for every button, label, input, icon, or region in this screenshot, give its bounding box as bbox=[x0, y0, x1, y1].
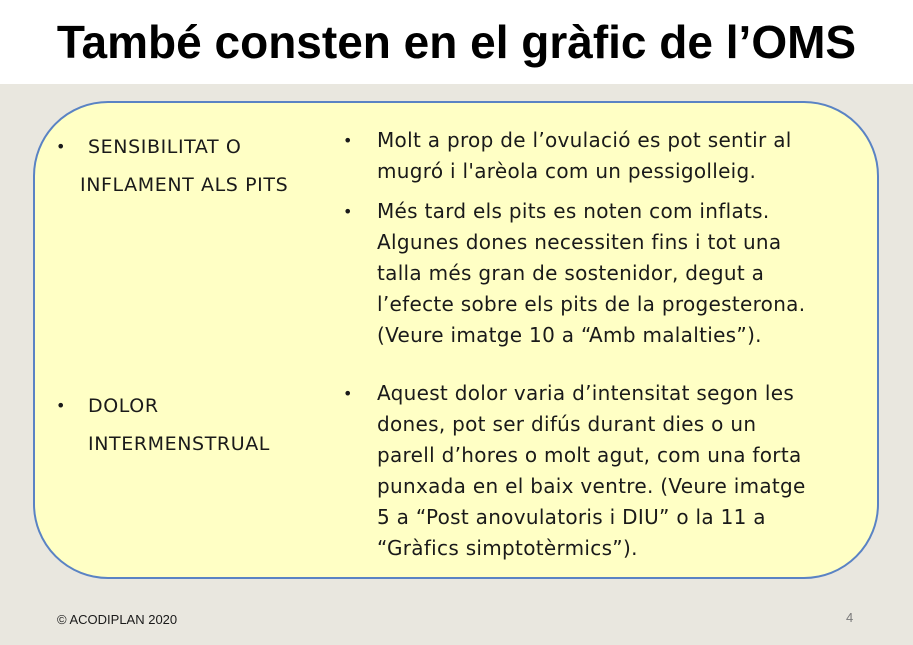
slide-title: També consten en el gràfic de l’OMS bbox=[56, 16, 857, 68]
term-dolor-intermenstrual bbox=[56, 387, 270, 463]
description-line: talla més gran de sostenidor, degut a bbox=[377, 261, 765, 285]
description-line: mugró i l'arèola com un pessigolleig. bbox=[377, 159, 757, 183]
description-line: parell d’hores o molt agut, com una forta bbox=[377, 443, 802, 467]
description-line: l’efecte sobre els pits de la progesterona. bbox=[377, 292, 806, 316]
bullet-icon: • bbox=[343, 202, 353, 221]
term-line: SENSIBILITAT O bbox=[88, 136, 242, 158]
description-line: Molt a prop de l’ovulació es pot sentir al bbox=[377, 128, 792, 152]
description-line: dones, pot ser difús durant dies o un bbox=[377, 412, 757, 436]
description-line: “Gràfics simptotèrmics”). bbox=[377, 536, 638, 560]
page-number: 4 bbox=[846, 610, 854, 625]
description-line: 5 a “Post anovulatoris i DIU” o la 11 a bbox=[377, 505, 766, 529]
term-sensibilitat bbox=[56, 128, 289, 204]
description-point bbox=[343, 378, 867, 564]
term-line: DOLOR bbox=[88, 395, 159, 417]
description-line: (Veure imatge 10 a “Amb malalties”). bbox=[377, 323, 762, 347]
description-point bbox=[343, 125, 867, 187]
term-line: INTERMENSTRUAL bbox=[88, 433, 270, 455]
description-point bbox=[343, 196, 867, 351]
description-line: punxada en el baix ventre. (Veure imatge bbox=[377, 474, 806, 498]
bullet-icon: • bbox=[56, 137, 67, 156]
copyright-footer: © ACODIPLAN 2020 bbox=[57, 612, 178, 627]
term-line: INFLAMENT ALS PITS bbox=[80, 174, 289, 196]
description-line: Algunes dones necessiten fins i tot una bbox=[377, 230, 782, 254]
bullet-icon: • bbox=[56, 396, 67, 415]
description-line: Més tard els pits es noten com inflats. bbox=[377, 199, 770, 223]
description-line: Aquest dolor varia d’intensitat segon les bbox=[377, 381, 795, 405]
bullet-icon: • bbox=[343, 384, 353, 403]
bullet-icon: • bbox=[343, 131, 353, 150]
